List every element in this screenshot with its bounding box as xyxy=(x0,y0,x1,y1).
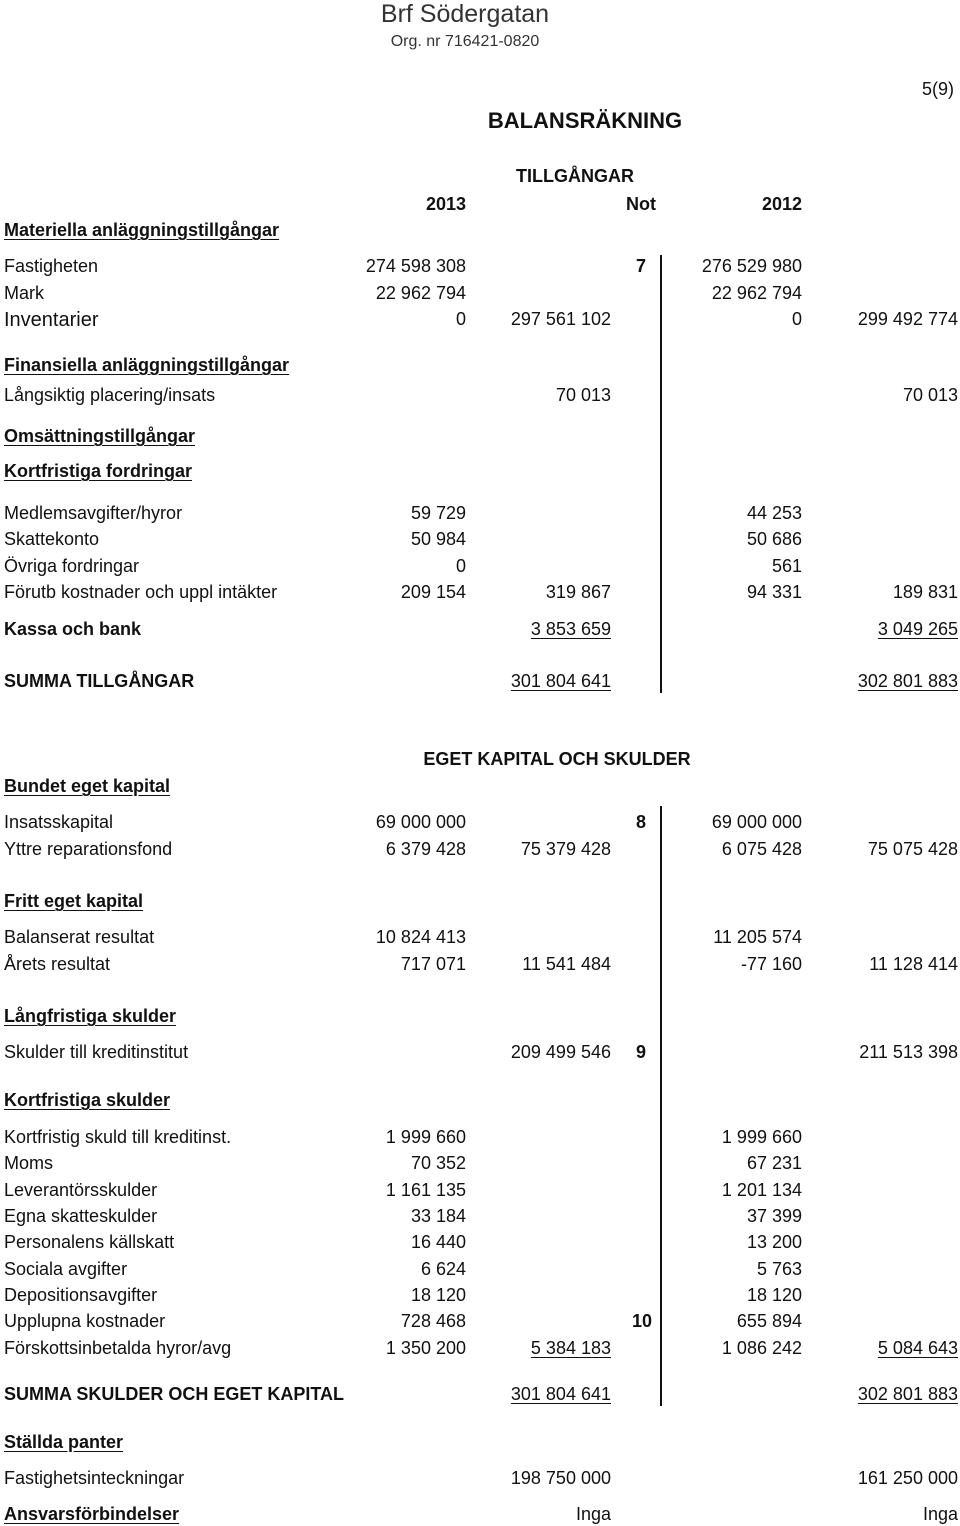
total-liabilities-2013: 301 804 641 xyxy=(510,1384,611,1404)
section-heading-short-term-debt: Kortfristiga skulder xyxy=(4,1090,171,1110)
subtotal-2012: 3 049 265 xyxy=(877,619,958,639)
section-heading-pledged: Ställda panter xyxy=(4,1432,124,1452)
value-2013: 6 624 xyxy=(420,1259,466,1279)
row-label: Övriga fordringar xyxy=(4,556,140,576)
value-2012: 67 231 xyxy=(746,1153,802,1173)
row-label: Kassa och bank xyxy=(4,619,142,639)
subtotal-2013: 319 867 xyxy=(545,582,611,602)
row-label: Balanserat resultat xyxy=(4,927,155,947)
section-heading-long-term-debt: Långfristiga skulder xyxy=(4,1006,177,1026)
row-label: Kortfristig skuld till kreditinst. xyxy=(4,1127,232,1147)
row-label: Fastigheten xyxy=(4,256,99,276)
col-not-header: Not xyxy=(626,194,656,214)
value-2013: 33 184 xyxy=(410,1206,466,1226)
equity-heading: EGET KAPITAL OCH SKULDER xyxy=(423,749,691,769)
row-label: Mark xyxy=(4,283,44,303)
value-2012: 1 999 660 xyxy=(721,1127,802,1147)
value-2012: 18 120 xyxy=(746,1285,802,1305)
value-2013: 1 161 135 xyxy=(385,1180,466,1200)
total-liabilities-2012: 302 801 883 xyxy=(857,1384,958,1404)
subtotal-2012: 161 250 000 xyxy=(857,1468,958,1488)
total-assets-2012: 302 801 883 xyxy=(857,671,958,691)
section-heading-financial: Finansiella anläggningstillgångar xyxy=(4,355,290,375)
value-2012: 69 000 000 xyxy=(711,812,802,832)
org-number: Org. nr 716421-0820 xyxy=(390,33,540,50)
value-2012: 561 xyxy=(771,556,802,576)
value-2013: 16 440 xyxy=(410,1232,466,1252)
row-label: Skulder till kreditinstitut xyxy=(4,1042,189,1062)
contingent-2013: Inga xyxy=(575,1504,611,1524)
section-heading-tangible: Materiella anläggningstillgångar xyxy=(4,220,280,240)
value-2013: 717 071 xyxy=(400,954,466,974)
note-ref: 10 xyxy=(631,1311,652,1331)
subtotal-2013: 3 853 659 xyxy=(530,619,611,639)
value-2012: 94 331 xyxy=(746,582,802,602)
value-2013: 10 824 413 xyxy=(375,927,466,947)
value-2013: 1 999 660 xyxy=(385,1127,466,1147)
subtotal-2013: 5 384 183 xyxy=(530,1338,611,1358)
value-2012: 1 086 242 xyxy=(721,1338,802,1358)
value-2012: 22 962 794 xyxy=(711,283,802,303)
value-2013: 18 120 xyxy=(410,1285,466,1305)
row-label: Leverantörsskulder xyxy=(4,1180,158,1200)
row-label: Förutb kostnader och uppl intäkter xyxy=(4,582,278,602)
row-label: Skattekonto xyxy=(4,529,100,549)
total-assets-label: SUMMA TILLGÅNGAR xyxy=(4,671,195,691)
page-title: BALANSRÄKNING xyxy=(487,108,683,133)
note-ref: 8 xyxy=(635,812,646,832)
col-2013-header: 2013 xyxy=(425,194,466,214)
value-2013: 70 352 xyxy=(410,1153,466,1173)
value-2012: 11 205 574 xyxy=(713,927,802,947)
value-2013: 6 379 428 xyxy=(385,839,466,859)
value-2013: 0 xyxy=(455,556,466,576)
subtotal-2012: 299 492 774 xyxy=(857,309,958,329)
subtotal-2013: 209 499 546 xyxy=(510,1042,611,1062)
subtotal-2013: 11 541 484 xyxy=(522,954,611,974)
value-2013: 0 xyxy=(455,309,466,329)
row-label: Fastighetsinteckningar xyxy=(4,1468,185,1488)
row-label: Medlemsavgifter/hyror xyxy=(4,503,183,523)
value-2013: 1 350 200 xyxy=(385,1338,466,1358)
section-heading-bound-equity: Bundet eget kapital xyxy=(4,776,171,796)
value-2012: 0 xyxy=(791,309,802,329)
row-label: Depositionsavgifter xyxy=(4,1285,158,1305)
row-label: Upplupna kostnader xyxy=(4,1311,166,1331)
note-ref: 7 xyxy=(635,256,646,276)
row-label: Moms xyxy=(4,1153,53,1173)
value-2012: 37 399 xyxy=(746,1206,802,1226)
note-ref: 9 xyxy=(635,1042,646,1062)
value-2012: -77 160 xyxy=(740,954,802,974)
col-2012-header: 2012 xyxy=(761,194,802,214)
value-2013: 274 598 308 xyxy=(365,256,466,276)
total-liabilities-label: SUMMA SKULDER OCH EGET KAPITAL xyxy=(4,1384,344,1404)
row-label: Inventarier xyxy=(4,309,99,331)
section-heading-current: Omsättningstillgångar xyxy=(4,426,196,446)
subtotal-2013: 198 750 000 xyxy=(510,1468,611,1488)
row-label: Personalens källskatt xyxy=(4,1232,175,1252)
row-label: Långsiktig placering/insats xyxy=(4,385,216,405)
total-assets-2013: 301 804 641 xyxy=(510,671,611,691)
value-2012: 6 075 428 xyxy=(721,839,802,859)
row-label: Förskottsinbetalda hyror/avg xyxy=(4,1338,232,1358)
row-label: Sociala avgifter xyxy=(4,1259,128,1279)
subtotal-2012: 189 831 xyxy=(892,582,958,602)
subtotal-2012: 70 013 xyxy=(902,385,958,405)
value-2013: 209 154 xyxy=(400,582,466,602)
subtotal-2012: 75 075 428 xyxy=(867,839,958,859)
value-2012: 50 686 xyxy=(746,529,802,549)
row-label: Yttre reparationsfond xyxy=(4,839,173,859)
subtotal-2012: 211 513 398 xyxy=(859,1042,958,1062)
value-2013: 22 962 794 xyxy=(375,283,466,303)
row-label: Årets resultat xyxy=(4,954,111,974)
value-2013: 50 984 xyxy=(410,529,466,549)
value-2012: 655 894 xyxy=(736,1311,802,1331)
subtotal-2012: 5 084 643 xyxy=(877,1338,958,1358)
page-number: 5(9) xyxy=(922,79,955,99)
subtotal-2012: 11 128 414 xyxy=(869,954,958,974)
value-2013: 728 468 xyxy=(400,1311,466,1331)
section-heading-free-equity: Fritt eget kapital xyxy=(4,891,144,911)
assets-heading: TILLGÅNGAR xyxy=(516,166,634,186)
value-2012: 1 201 134 xyxy=(721,1180,802,1200)
value-2013: 69 000 000 xyxy=(375,812,466,832)
row-label: Egna skatteskulder xyxy=(4,1206,158,1226)
value-2012: 13 200 xyxy=(746,1232,802,1252)
value-2013: 59 729 xyxy=(410,503,466,523)
section-heading-short-receivables: Kortfristiga fordringar xyxy=(4,461,193,481)
contingent-2012: Inga xyxy=(922,1504,958,1524)
value-2012: 44 253 xyxy=(746,503,802,523)
row-label: Insatsskapital xyxy=(4,812,114,832)
subtotal-2013: 75 379 428 xyxy=(520,839,611,859)
company-name: Brf Södergatan xyxy=(380,0,550,28)
value-2012: 276 529 980 xyxy=(701,256,802,276)
value-2012: 5 763 xyxy=(756,1259,802,1279)
subtotal-2013: 70 013 xyxy=(555,385,611,405)
subtotal-2013: 297 561 102 xyxy=(510,309,611,329)
section-heading-contingent: Ansvarsförbindelser xyxy=(4,1504,180,1524)
